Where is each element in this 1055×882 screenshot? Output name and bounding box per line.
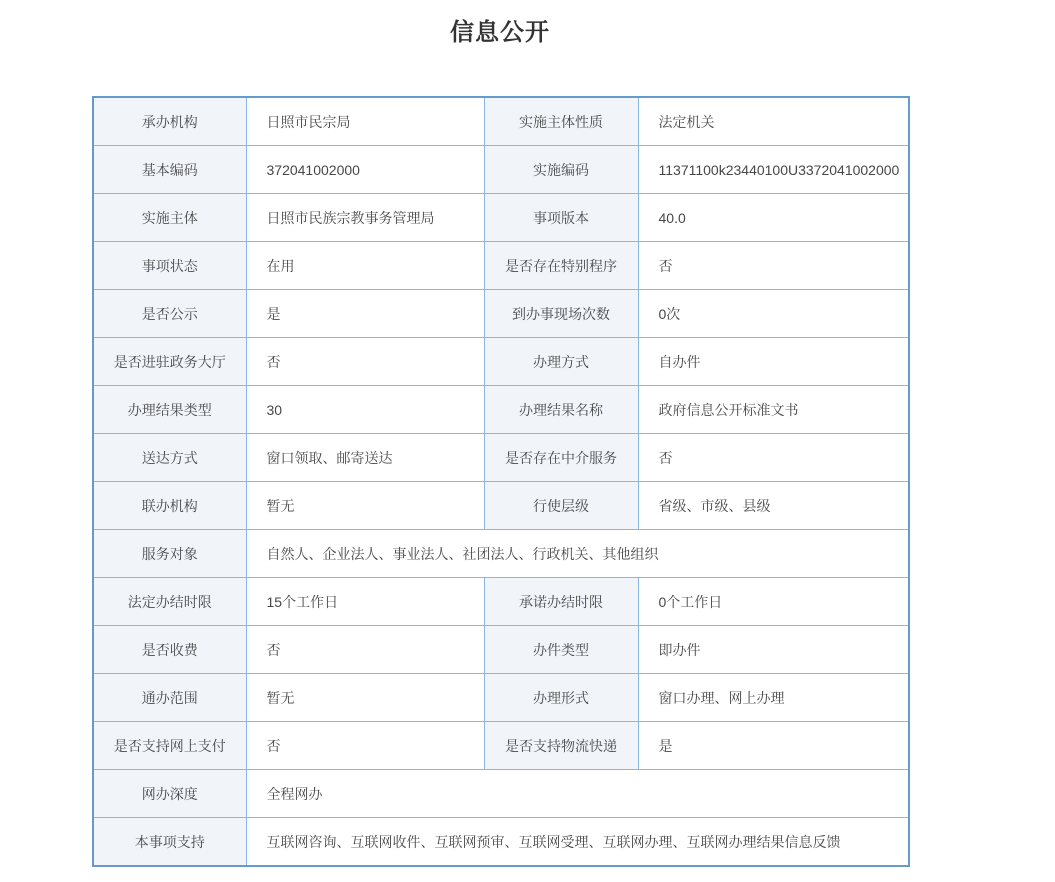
field-value: 在用 [246, 242, 484, 290]
page-title: 信息公开 [450, 19, 550, 46]
field-value: 否 [246, 338, 484, 386]
table-row [93, 434, 909, 482]
field-value: 是 [246, 290, 484, 338]
field-value: 日照市民宗局 [246, 97, 484, 146]
table-row [93, 338, 909, 386]
field-label: 是否支持网上支付 [93, 722, 246, 770]
field-label: 是否存在中介服务 [484, 434, 638, 482]
field-value: 暂无 [246, 482, 484, 530]
field-value: 全程网办 [246, 770, 909, 818]
field-value: 30 [246, 386, 484, 434]
table-row [93, 146, 909, 194]
field-value: 0个工作日 [638, 578, 909, 626]
field-label: 是否进驻政务大厅 [93, 338, 246, 386]
table-row [93, 626, 909, 674]
field-label: 办理结果名称 [484, 386, 638, 434]
field-value: 法定机关 [638, 97, 909, 146]
field-value: 15个工作日 [246, 578, 484, 626]
field-value: 自然人、企业法人、事业法人、社团法人、行政机关、其他组织 [246, 530, 909, 578]
field-label: 办理方式 [484, 338, 638, 386]
field-label: 网办深度 [93, 770, 246, 818]
field-label: 是否收费 [93, 626, 246, 674]
field-value: 互联网咨询、互联网收件、互联网预审、互联网受理、互联网办理、互联网办理结果信息反馈 [246, 818, 909, 867]
field-label: 办理结果类型 [93, 386, 246, 434]
field-value: 是 [638, 722, 909, 770]
field-value: 即办件 [638, 626, 909, 674]
table-row [93, 770, 909, 818]
table-row [93, 242, 909, 290]
field-label: 行使层级 [484, 482, 638, 530]
field-label: 服务对象 [93, 530, 246, 578]
field-label: 基本编码 [93, 146, 246, 194]
field-value: 窗口办理、网上办理 [638, 674, 909, 722]
field-label: 联办机构 [93, 482, 246, 530]
field-label: 事项状态 [93, 242, 246, 290]
info-table-container [92, 96, 908, 867]
field-value: 否 [246, 722, 484, 770]
field-value: 政府信息公开标准文书 [638, 386, 909, 434]
field-label: 承诺办结时限 [484, 578, 638, 626]
table-row [93, 290, 909, 338]
table-row [93, 97, 909, 146]
table-row [93, 482, 909, 530]
field-label: 事项版本 [484, 194, 638, 242]
field-label: 本事项支持 [93, 818, 246, 867]
field-value: 否 [246, 626, 484, 674]
field-value: 40.0 [638, 194, 909, 242]
field-value: 省级、市级、县级 [638, 482, 909, 530]
field-label: 实施主体 [93, 194, 246, 242]
field-label: 是否存在特别程序 [484, 242, 638, 290]
field-label: 办件类型 [484, 626, 638, 674]
field-value: 暂无 [246, 674, 484, 722]
field-value: 否 [638, 434, 909, 482]
field-label: 送达方式 [93, 434, 246, 482]
field-label: 办理形式 [484, 674, 638, 722]
field-value: 自办件 [638, 338, 909, 386]
field-label: 法定办结时限 [93, 578, 246, 626]
table-row [93, 818, 909, 867]
table-row [93, 722, 909, 770]
field-label: 到办事现场次数 [484, 290, 638, 338]
field-label: 通办范围 [93, 674, 246, 722]
field-value: 否 [638, 242, 909, 290]
table-row [93, 578, 909, 626]
field-label: 是否公示 [93, 290, 246, 338]
field-label: 实施主体性质 [484, 97, 638, 146]
field-value: 窗口领取、邮寄送达 [246, 434, 484, 482]
table-row [93, 194, 909, 242]
field-value: 日照市民族宗教事务管理局 [246, 194, 484, 242]
info-table [92, 96, 910, 867]
table-row [93, 530, 909, 578]
field-value: 0次 [638, 290, 909, 338]
field-label: 承办机构 [93, 97, 246, 146]
field-label: 是否支持物流快递 [484, 722, 638, 770]
field-value: 11371100k23440100U3372041002000 [638, 146, 909, 194]
field-label: 实施编码 [484, 146, 638, 194]
table-row [93, 674, 909, 722]
field-value: 372041002000 [246, 146, 484, 194]
table-row [93, 386, 909, 434]
